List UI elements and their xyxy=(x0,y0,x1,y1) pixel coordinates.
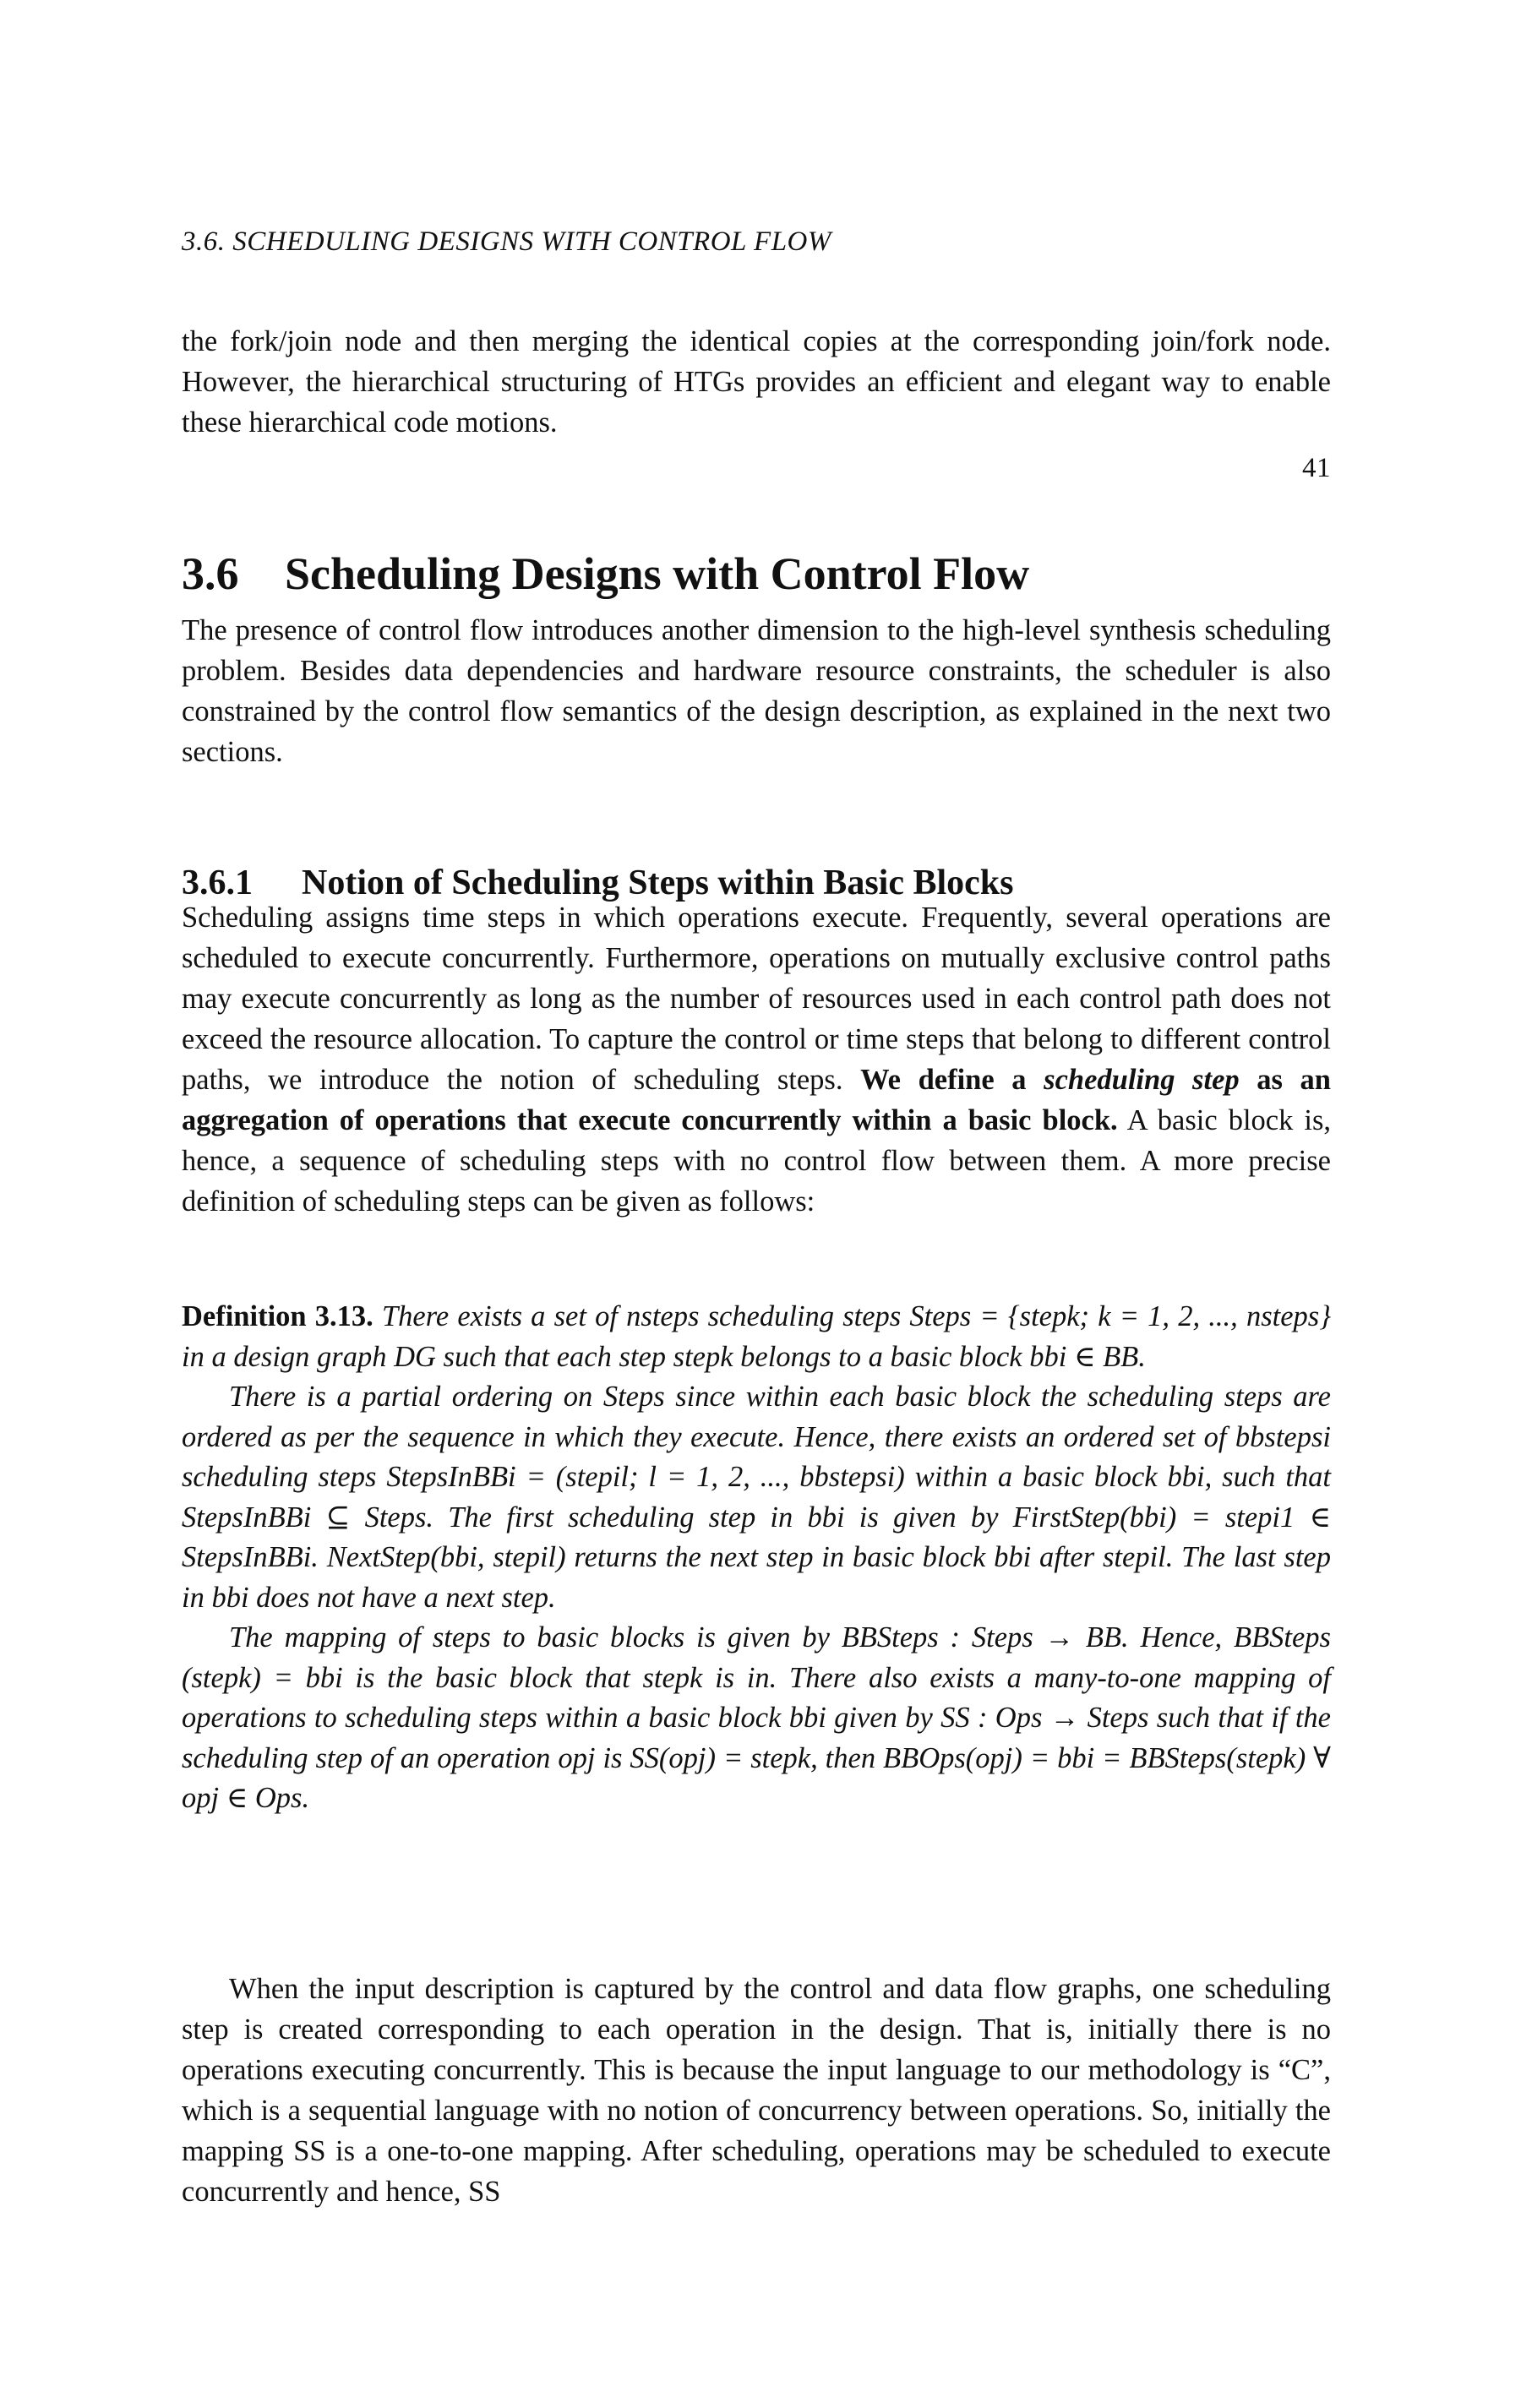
definition-paragraph-3: The mapping of steps to basic blocks is given by BBSteps : Steps → BB. Hence, BBSteps (stepk) = bbi is the basic block that stepk is in. There also exists a many-to-one mapping of operations to scheduling steps within a basic block bbi given by SS : Ops → Steps such that if the scheduling step of an operation opj is SS(opj) = stepk, then BBOps(opj) = bbi = BBSteps(stepk) ∀ opj ∈ Ops. xyxy=(182,1621,1331,1814)
scheduling-step-term: scheduling step xyxy=(1044,1064,1240,1096)
section-title: Scheduling Designs with Control Flow xyxy=(285,548,1030,600)
closing-paragraph: When the input description is captured by the control and data flow graphs, one scheduling step is created corresponding to each operation in the design. That is, initially there is no operations executing concurrently. This is because the input language to our methodology is “C”, which is a sequential language with no notion of concurrency between operations. So, initially the mapping SS is a one-to-one mapping. After scheduling, operations may be scheduled to execute concurrently and hence, SS xyxy=(182,1973,1331,2208)
section-intro-paragraph: The presence of control flow introduces another dimension to the high-level synthesis scheduling problem. Besides data dependencies and hardware resource constraints, the scheduler is also constrained by the control flow semantics of the design description, as explained in the next two sections. xyxy=(182,614,1331,768)
definition-label: Definition 3.13. xyxy=(182,1300,373,1332)
section-heading xyxy=(182,546,1331,602)
scheduling-text-a: Scheduling assigns time steps in which operations execute. Frequently, several operations are scheduled to execute concurrently. Furthermore, operations on mutually exclusive control paths may execute concurrently as long as the number of resources used in each control path does not exceed the resource allocation. To capture the control or time steps that belong to different control paths, we introduce the notion of scheduling steps. xyxy=(182,902,1331,1096)
running-head-title: 3.6. SCHEDULING DESIGNS WITH CONTROL FLOW xyxy=(182,226,831,257)
scheduling-paragraph xyxy=(182,897,1331,1222)
intro-paragraph: the fork/join node and then merging the identical copies at the corresponding join/fork node. However, the hierarchical structuring of HTGs provides an efficient and elegant way to enable these hierarchical code motions. xyxy=(182,325,1331,439)
scheduling-emphasis-b: as an aggregation of operations that execute concurrently within a basic block. xyxy=(182,1064,1331,1136)
page-number: 41 xyxy=(1302,453,1331,483)
scheduling-text-c: A basic block is, hence, a sequence of scheduling steps with no control flow between them. A more precise definition of scheduling steps can be given as follows: xyxy=(182,1104,1332,1218)
definition-text-1: There exists a set of nsteps scheduling steps Steps = {stepk; k = 1, 2, ..., nsteps} in a design graph DG such that each step stepk belongs to a basic block bbi ∈ BB. xyxy=(182,1300,1332,1373)
subsection-number: 3.6.1 xyxy=(182,863,253,902)
definition-paragraph-1 xyxy=(182,1297,1331,1377)
subsection-title: Notion of Scheduling Steps within Basic Blocks xyxy=(302,863,1014,902)
definition-3-13 xyxy=(182,1297,1331,1819)
definition-paragraph-2: There is a partial ordering on Steps since within each basic block the scheduling steps are ordered as per the sequence in which they execute. Hence, there exists an ordered set of bbstepsi scheduling steps StepsInBBi = (stepil; l = 1, 2, ..., bbstepsi) within a basic block bbi, such that StepsInBBi ⊆ Steps. The first scheduling step in bbi is given by FirstStep(bbi) = stepi1 ∈ StepsInBBi. NextStep(bbi, stepil) returns the next step in basic block bbi after stepil. The last step in bbi does not have a next step. xyxy=(182,1381,1331,1614)
scheduling-emphasis-a: We define a xyxy=(860,1064,1044,1096)
section-number: 3.6 xyxy=(182,548,239,600)
